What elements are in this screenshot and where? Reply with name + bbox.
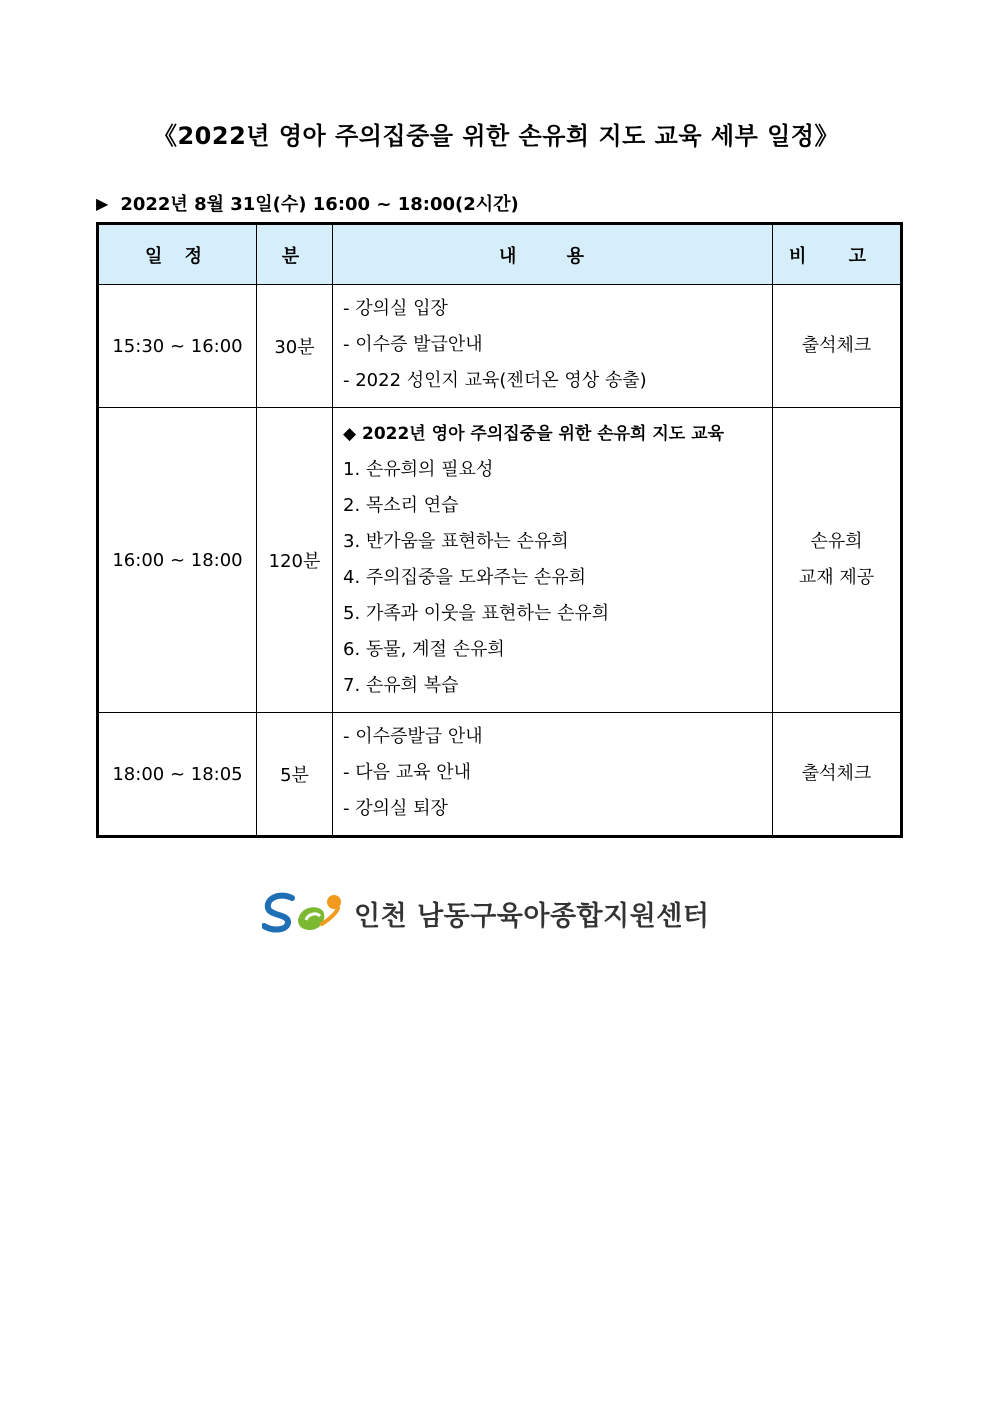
table-row (98, 408, 902, 713)
row-content (333, 408, 773, 713)
note-line: 손유희 (810, 531, 863, 552)
triangle-right-icon: ▶ (96, 193, 109, 213)
note-line: 출석체크 (801, 335, 872, 356)
content-line: 2. 목소리 연습 (343, 495, 459, 516)
row-minutes: 120분 (257, 408, 333, 713)
row-time: 15:30 ~ 16:00 (98, 285, 257, 408)
note-line: 교재 제공 (798, 567, 875, 588)
page-title: 《2022년 영아 주의집중을 위한 손유희 지도 교육 세부 일정》 (152, 122, 839, 150)
center-logo-icon (262, 890, 344, 936)
content-line: - 다음 교육 안내 (343, 762, 471, 783)
schedule-date-text: 2022년 8월 31일(수) 16:00 ~ 18:00(2시간) (120, 194, 519, 215)
row-note (773, 408, 902, 713)
header-content: 내 용 (333, 224, 773, 285)
content-line: - 2022 성인지 교육(젠더온 영상 송출) (343, 370, 647, 391)
content-line: 6. 동물, 계절 손유희 (343, 639, 505, 660)
content-line: 7. 손유희 복습 (343, 675, 459, 696)
content-line: - 이수증 발급안내 (343, 334, 483, 355)
content-line: 1. 손유희의 필요성 (343, 459, 494, 480)
content-line: - 이수증발급 안내 (343, 726, 483, 747)
header-note: 비 고 (773, 224, 902, 285)
organization-name: 인천 남동구육아종합지원센터 (354, 900, 710, 932)
content-line: 5. 가족과 이웃을 표현하는 손유희 (343, 603, 610, 624)
content-line: 4. 주의집중을 도와주는 손유희 (343, 567, 586, 588)
row-content (333, 713, 773, 837)
note-line: 출석체크 (801, 763, 872, 784)
row-note (773, 713, 902, 837)
row-minutes: 5분 (257, 713, 333, 837)
row-note (773, 285, 902, 408)
row-time: 16:00 ~ 18:00 (98, 408, 257, 713)
header-schedule: 일 정 (98, 224, 257, 285)
row-time: 18:00 ~ 18:05 (98, 713, 257, 837)
header-minutes: 분 (257, 224, 333, 285)
content-line: - 강의실 입장 (343, 298, 448, 319)
content-line: 3. 반가움을 표현하는 손유희 (343, 531, 569, 552)
schedule-date-heading (96, 190, 519, 216)
row-minutes: 30분 (257, 285, 333, 408)
row-content (333, 285, 773, 408)
table-header-row (98, 224, 902, 285)
schedule-table (96, 222, 903, 838)
footer-branding (262, 888, 709, 938)
table-row (98, 285, 902, 408)
table-row (98, 713, 902, 837)
content-line: - 강의실 퇴장 (343, 798, 448, 819)
content-heading: ◆ 2022년 영아 주의집중을 위한 손유희 지도 교육 (343, 424, 724, 444)
